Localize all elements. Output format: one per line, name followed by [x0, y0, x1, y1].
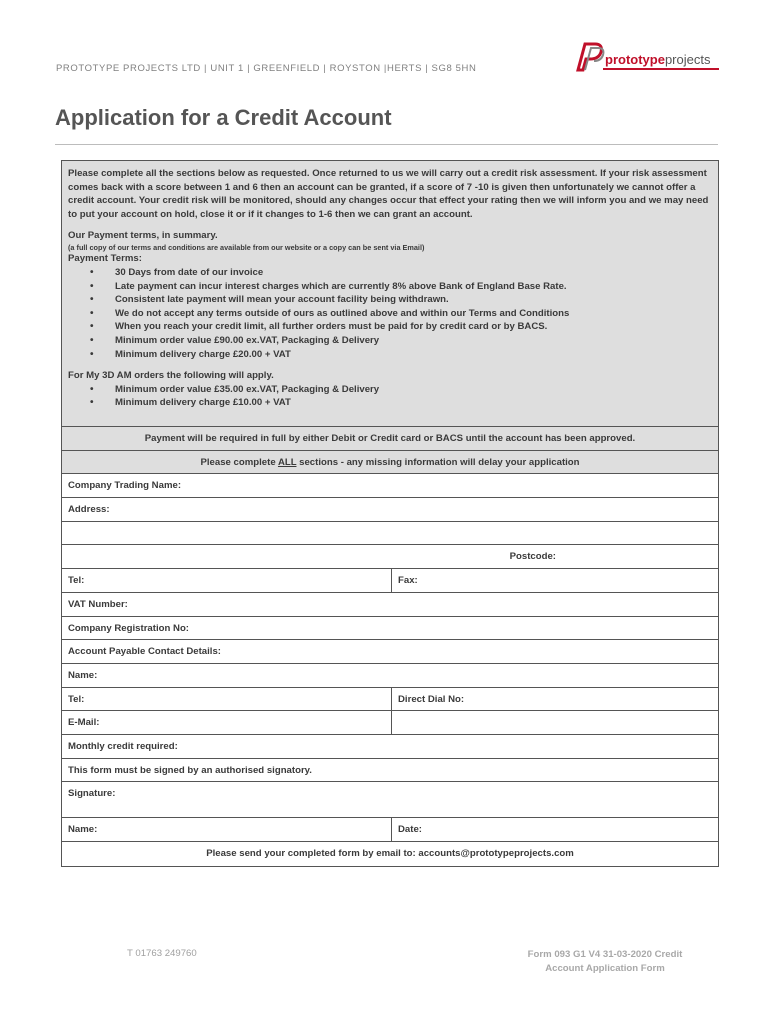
account-payable-contact-row — [62, 640, 718, 664]
credit-application-form — [61, 160, 719, 867]
field-label: Postcode: — [509, 551, 556, 563]
field-label: Tel: — [68, 575, 85, 587]
company-logo — [575, 40, 720, 76]
field-label: VAT Number: — [68, 598, 128, 610]
payment-terms-list — [68, 266, 712, 361]
section-label: Account Payable Contact Details: — [68, 646, 222, 658]
list-item: • Late payment can incur interest charges which are currently 8% above Bank of England Base Rate. — [90, 280, 712, 294]
address-line-2-field[interactable] — [62, 522, 718, 546]
signatory-notice: This form must be signed by an authorised signatory. — [68, 764, 312, 776]
footer-phone: T 01763 249760 — [127, 948, 197, 959]
field-label: Direct Dial No: — [398, 693, 465, 705]
monthly-credit-field[interactable] — [62, 735, 718, 759]
company-registration-field[interactable] — [62, 617, 718, 641]
payment-summary-heading: Our Payment terms, in summary. — [68, 230, 218, 242]
fax-field[interactable] — [392, 569, 718, 592]
payment-terms-heading: Payment Terms: — [68, 253, 142, 265]
direct-dial-field[interactable] — [392, 688, 718, 711]
payment-notice: Payment will be required in full by either Debit or Credit card or BACS until the account has been approved. — [144, 433, 636, 444]
field-label: Fax: — [398, 575, 418, 587]
complete-notice: Please complete ALL sections - any missing information will delay your application — [200, 456, 580, 468]
logo-wordmark — [605, 52, 710, 67]
complete-notice-emphasis: ALL — [277, 456, 297, 468]
footer-form-line-2: Account Application Form — [545, 962, 665, 974]
field-label: Monthly credit required: — [68, 740, 178, 752]
vat-number-field[interactable] — [62, 593, 718, 617]
field-label: Signature: — [68, 788, 116, 800]
postcode-field[interactable] — [62, 545, 718, 569]
logo-text-projects: projects — [664, 52, 711, 67]
footer-form-line-1: Form 093 G1 V4 31-03-2020 Credit — [527, 949, 683, 960]
tel-field[interactable] — [62, 569, 392, 592]
signer-name-field[interactable] — [62, 818, 392, 841]
list-item: • Minimum delivery charge £10.00 + VAT — [90, 396, 712, 410]
pp-logo-icon — [575, 40, 605, 74]
title-divider — [55, 144, 718, 145]
contact-tel-row — [62, 688, 718, 712]
logo-underline — [603, 68, 719, 70]
signer-row — [62, 818, 718, 842]
signature-field[interactable] — [62, 782, 718, 818]
list-item: • We do not accept any terms outside of ours as outlined above and within our Terms and Conditions — [90, 307, 712, 321]
signatory-notice-row — [62, 759, 718, 783]
payment-summary-note: (a full copy of our terms and conditions are available from our website or a copy can be sent via Email) — [68, 242, 425, 252]
footer-form-reference — [515, 948, 695, 975]
email-field[interactable] — [62, 711, 392, 734]
logo-text-prototype: prototype — [605, 52, 665, 67]
intro-panel — [62, 161, 718, 427]
contact-tel-field[interactable] — [62, 688, 392, 711]
orders-heading: For My 3D AM orders the following will apply. — [68, 370, 274, 382]
date-field[interactable] — [392, 818, 718, 841]
tel-fax-row — [62, 569, 718, 593]
field-label: Company Registration No: — [68, 622, 189, 634]
payment-notice-row — [62, 427, 718, 451]
contact-name-field[interactable] — [62, 664, 718, 688]
email-row — [62, 711, 718, 735]
intro-paragraph: Please complete all the sections below as requested. Once returned to us we will carry out a credit risk assessment. If your risk assessment comes back with a score between 1 and 6 then an account can be granted, if a score of 7 -10 is given then unfortunately we cannot offer a credit account. Your credit risk will be monitored, should any changes occur that effect your rating then we will inform you and we may need to put your account on hold, close it or if it changes to 1-6 then we can grant an account. — [68, 168, 709, 220]
field-label: Date: — [398, 824, 422, 836]
field-label: Address: — [68, 504, 110, 516]
list-item: • Minimum order value £90.00 ex.VAT, Packaging & Delivery — [90, 334, 712, 348]
send-notice: Please send your completed form by email to: accounts@prototypeprojects.com — [206, 848, 574, 859]
list-item: • Minimum delivery charge £20.00 + VAT — [90, 348, 712, 362]
field-label: Name: — [68, 824, 98, 836]
page-title: Application for a Credit Account — [55, 105, 392, 130]
orders-terms-list — [68, 383, 712, 410]
list-item: • When you reach your credit limit, all further orders must be paid for by credit card or by BACS. — [90, 320, 712, 334]
list-item: • Consistent late payment will mean your account facility being withdrawn. — [90, 293, 712, 307]
list-item: • Minimum order value £35.00 ex.VAT, Packaging & Delivery — [90, 383, 712, 397]
field-label: E-Mail: — [68, 717, 100, 729]
field-label: Tel: — [68, 693, 85, 705]
complete-notice-row — [62, 451, 718, 475]
send-notice-row — [62, 842, 718, 866]
company-trading-name-field[interactable] — [62, 474, 718, 498]
field-label: Name: — [68, 669, 98, 681]
field-label: Company Trading Name: — [68, 480, 182, 492]
company-address: PROTOTYPE PROJECTS LTD | UNIT 1 | GREENFIELD | ROYSTON |HERTS | SG8 5HN — [56, 63, 477, 74]
list-item: • 30 Days from date of our invoice — [90, 266, 712, 280]
address-field[interactable] — [62, 498, 718, 522]
